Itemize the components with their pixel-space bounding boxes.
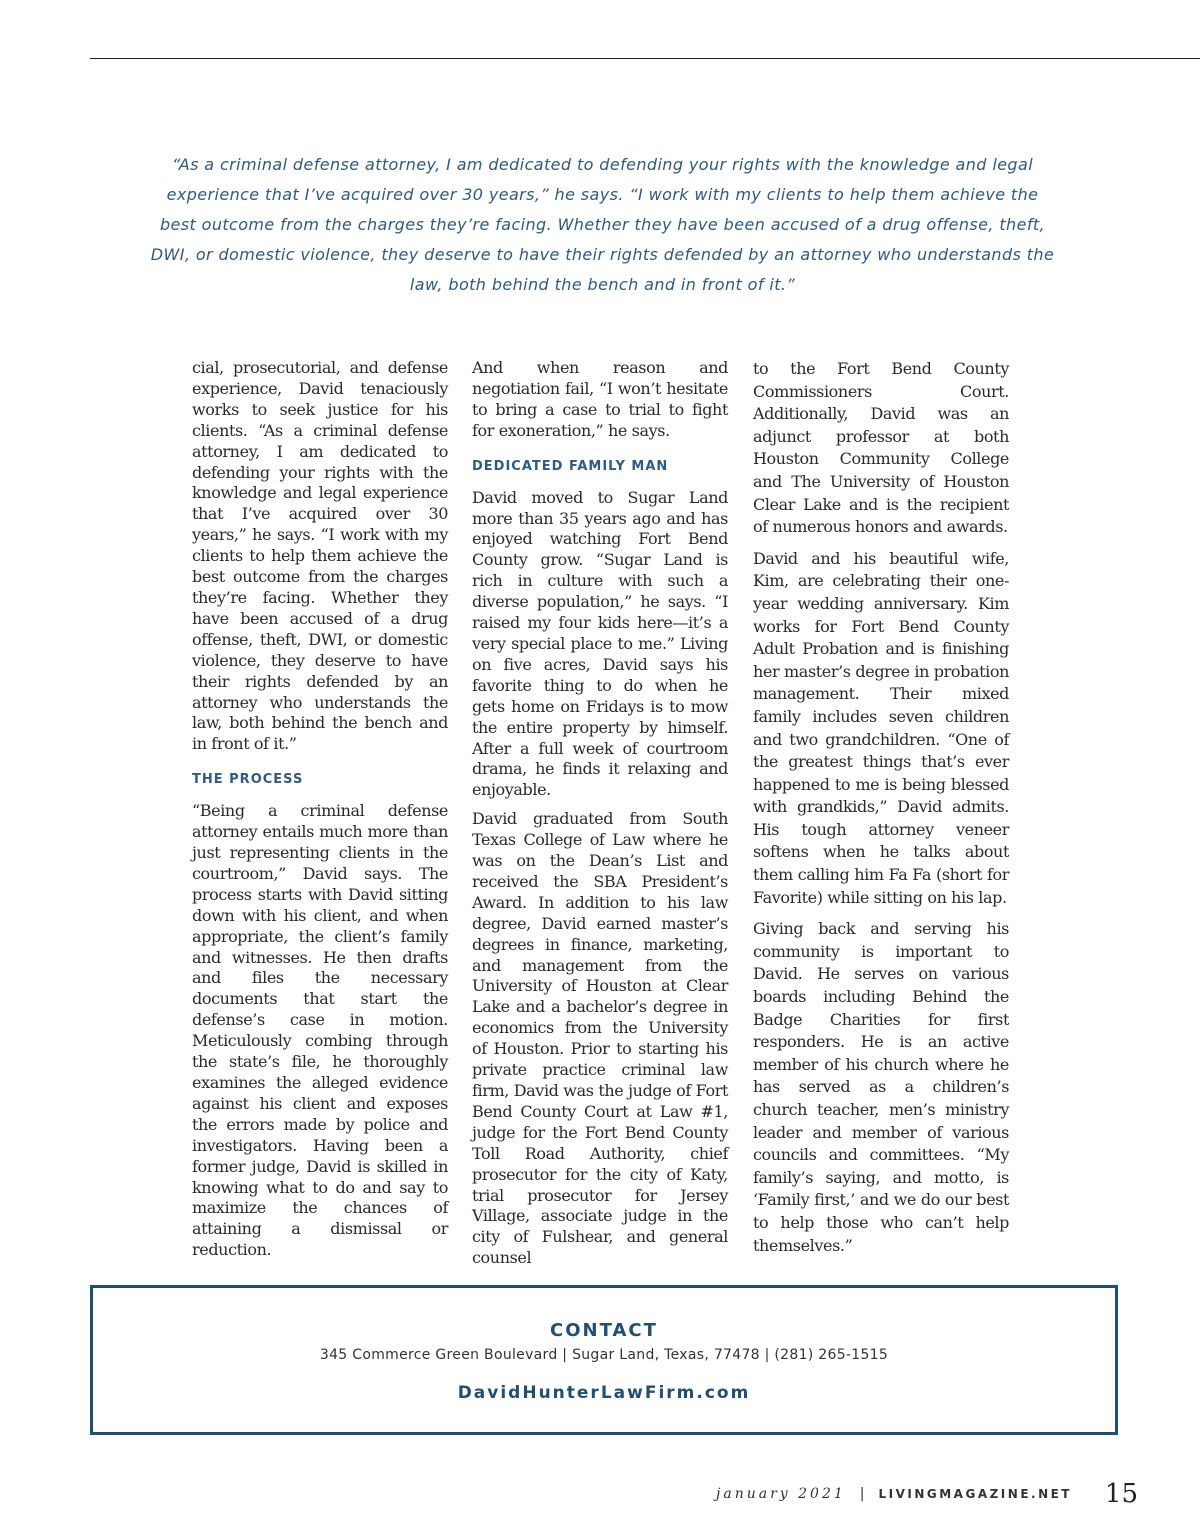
- article-column-1: [192, 358, 448, 1269]
- contact-box: [90, 1285, 1118, 1435]
- top-rule: [90, 58, 1200, 59]
- section-heading-process: THE PROCESS: [192, 772, 304, 788]
- issue-date: january 2021: [716, 1486, 846, 1502]
- paragraph: And when reason and negotiation fail, “I won’t hesitate to bring a case to trial to fight for exoneration,” he says.: [472, 358, 728, 440]
- paragraph: David moved to Sugar Land more than 35 years ago and has enjoyed watching Fort Bend County grow. “Sugar Land is rich in culture with such a diverse population,” he says. “I raised my four kids here—it’s a very special place to me.” Living on five acres, David says his favorite thing to do when he gets home on Fridays is to mow the entire property by himself. After a full week of courtroom drama, he finds it relaxing and enjoyable.: [472, 487, 728, 800]
- contact-title: CONTACT: [550, 1320, 658, 1341]
- footer-separator: |: [859, 1486, 865, 1502]
- article-column-3: [753, 358, 1009, 1266]
- pull-quote: “As a criminal defense attorney, I am dedicated to defending your rights with the knowledge and legal experience that I’ve acquired over 30 years,” he says. “I work with my clients to help them achieve the best outcome from the charges they’re facing. Whether they have been accused of a drug offense, theft, DWI, or domestic violence, they deserve to have their rights defended by an attorney who understands the law, both behind the bench and in front of it.”: [150, 155, 1055, 294]
- page-footer: [716, 1486, 1072, 1502]
- magazine-site: LIVINGMAGAZINE.NET: [878, 1487, 1072, 1501]
- paragraph: Giving back and serving his community is important to David. He serves on various boards including Behind the Badge Charities for first responders. He is an active member of his church where he has served as a children’s church teacher, men’s ministry leader and member of various councils and committees. “My family’s saying, and motto, is ‘Family first,’ and we do our best to help those who can’t help themselves.”: [753, 919, 1009, 1255]
- page-number: 15: [1104, 1479, 1138, 1509]
- article-column-2: [472, 358, 728, 1277]
- contact-address: 345 Commerce Green Boulevard | Sugar Land, Texas, 77478 | (281) 265-1515: [319, 1347, 889, 1363]
- contact-website-link[interactable]: DavidHunterLawFirm.com: [457, 1383, 751, 1403]
- section-heading-family: DEDICATED FAMILY MAN: [472, 458, 669, 474]
- paragraph: to the Fort Bend County Commissioners Court. Additionally, David was an adjunct professor at both Houston Community College and The University of Houston Clear Lake and is the recipient of numerous honors and awards.: [753, 359, 1009, 537]
- paragraph: “Being a criminal defense attorney entails much more than just representing clients in the courtroom,” David says. The process starts with David sitting down with his client, and when appropriate, the client’s family and witnesses. He then drafts and files the necessary documents that start the defense’s case in motion. Meticulously combing through the state’s file, he thoroughly examines the alleged evidence against his client and exposes the errors made by police and investigators. Having been a former judge, David is skilled in knowing what to do and say to maximize the chances of attaining a dismissal or reduction.: [192, 801, 448, 1260]
- paragraph: David graduated from South Texas College of Law where he was on the Dean’s List and received the SBA President’s Award. In addition to his law degree, David earned master’s degrees in finance, marketing, and management from the University of Houston at Clear Lake and a bachelor’s degree in economics from the University of Houston. Prior to starting his private practice criminal law firm, David was the judge of Fort Bend County Court at Law #1, judge for the Fort Bend County Toll Road Authority, chief prosecutor for the city of Katy, trial prosecutor for Jersey Village, associate judge in the city of Fulshear, and general counsel: [472, 809, 728, 1268]
- paragraph: cial, prosecutorial, and defense experience, David tenaciously works to seek justice for his clients. “As a criminal defense attorney, I am dedicated to defending your rights with the knowledge and legal experience that I’ve acquired over 30 years,” he says. “I work with my clients to help them achieve the best outcome from the charges they’re facing. Whether they have been accused of a drug offense, theft, DWI, or domestic violence, they deserve to have their rights defended by an attorney who understands the law, both behind the bench and in front of it.”: [192, 358, 448, 754]
- paragraph: David and his beautiful wife, Kim, are celebrating their one-year wedding anniversary. Kim works for Fort Bend County Adult Probation and is finishing her master’s degree in probation management. Their mixed family includes seven children and two grandchildren. “One of the greatest things that’s ever happened to me is being blessed with grandkids,” David admits. His tough attorney veneer softens when he talks about them calling him Fa Fa (short for Favorite) while sitting on his lap.: [753, 548, 1009, 907]
